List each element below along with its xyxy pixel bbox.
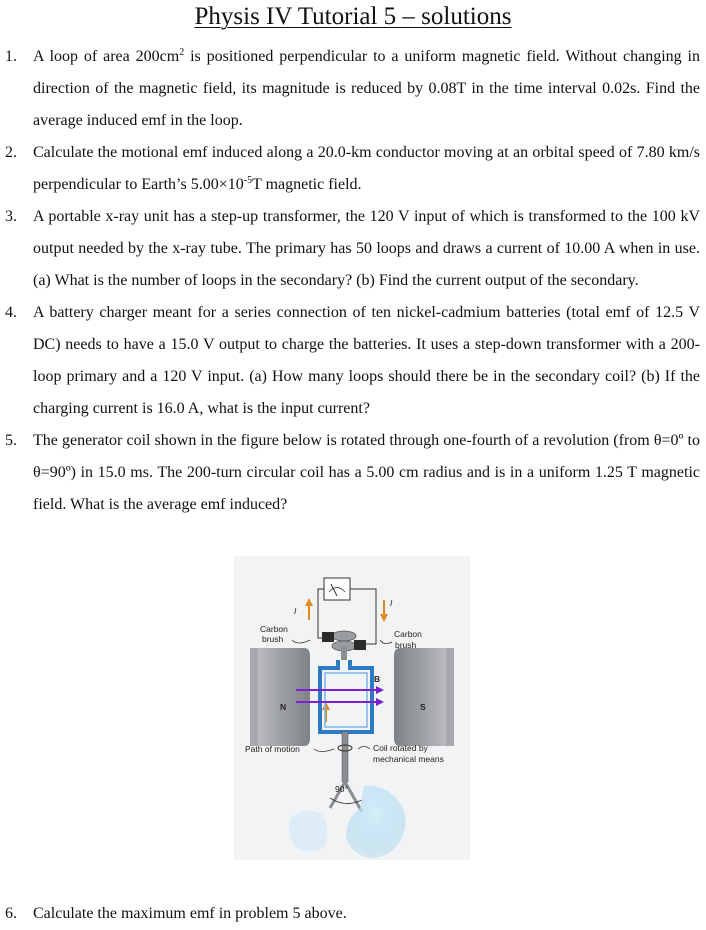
problem-1 [0,41,706,137]
path-leader [314,749,334,752]
problem-6 [0,898,706,930]
slip-rings [322,631,366,660]
path-of-motion-label: Path of motion [245,744,300,754]
problem-number: 4. [5,304,17,321]
problem-3 [0,201,706,297]
shaft [330,732,362,812]
problem-number: 5. [5,432,17,449]
north-pole-label: N [280,702,287,712]
problem-text-cont: is positioned perpendicular to a uniform magnetic field. Without changing in direction of the magnetic field, its magnitude is reduced by 0.08T in the time interval 0.02s. Find the average induced emf in the loop. [33,48,701,129]
page-title-text: Physis IV Tutorial 5 – solutions [194,3,512,30]
field-label: B [374,674,381,684]
problem-4 [0,297,706,425]
carbon-brush-left-label-2: brush [262,634,284,644]
problem-text: The generator coil shown in the figure below is rotated through one-fourth of a revolution (from θ=0º to θ=90º) in 15.0 ms. The 200-turn circular coil has a 5.00 cm radius and is in a uniform 1.25 T magnetic field. What is the average emf induced? [33,432,700,513]
generator-diagram [234,556,470,860]
superscript: -5 [243,175,253,186]
problem-text: Calculate the maximum emf in problem 5 above. [33,905,347,922]
problem-number: 1. [5,48,17,65]
coil-rotated-label: Coil rotated by [373,743,428,753]
generator-figure [234,556,470,860]
carbon-brush-left-label: Carbon [260,624,288,634]
magnet-north [250,648,310,746]
superscript: 2 [179,47,185,58]
problem-2 [0,137,706,201]
problem-list [0,41,706,521]
problem-text-cont: T magnetic field. [252,176,362,193]
south-pole-label: S [420,702,426,712]
brush-leader-left [292,640,310,643]
carbon-brush-right-label: Carbon [394,629,422,639]
carbon-brush-right-label-2: brush [395,640,417,650]
brush-leader-right [380,640,392,644]
problem-6-block [0,898,706,930]
coil-leader [358,747,370,750]
problem-number: 2. [5,144,17,161]
current-label-right: I [390,598,393,608]
coil-rotated-label-2: mechanical means [373,754,444,764]
current-label-left: I [294,606,297,616]
problem-number: 3. [5,208,17,225]
hand-illustration [289,786,406,858]
magnet-south [394,648,454,746]
coil [320,660,372,732]
problem-text: Calculate the motional emf induced along a 20.0-km conductor moving at an orbital speed of 7.80 km/s perpendicular to Earth’s 5.00×10 [33,144,700,193]
problem-text: A portable x-ray unit has a step-up transformer, the 120 V input of which is transformed to the 100 kV output needed by the x-ray tube. The primary has 50 loops and draws a current of 10.00 A when in use. (a) What is the number of loops in the secondary? (b) Find the current output of the secondary. [33,208,700,289]
page-title [0,2,706,32]
problem-text: A battery charger meant for a series connection of ten nickel-cadmium batteries (total emf of 12.5 V DC) needs to have a 15.0 V output to charge the batteries. It uses a step-down transformer with a 200-loop primary and a 120 V input. (a) How many loops should there be in the secondary coil? (b) If the charging current is 16.0 A, what is the input current? [33,304,700,417]
problem-number: 6. [5,905,17,922]
galvanometer [324,578,350,600]
angle-label: 90° [335,784,348,794]
problem-text: A loop of area 200cm [33,48,180,65]
problem-5 [0,425,706,521]
